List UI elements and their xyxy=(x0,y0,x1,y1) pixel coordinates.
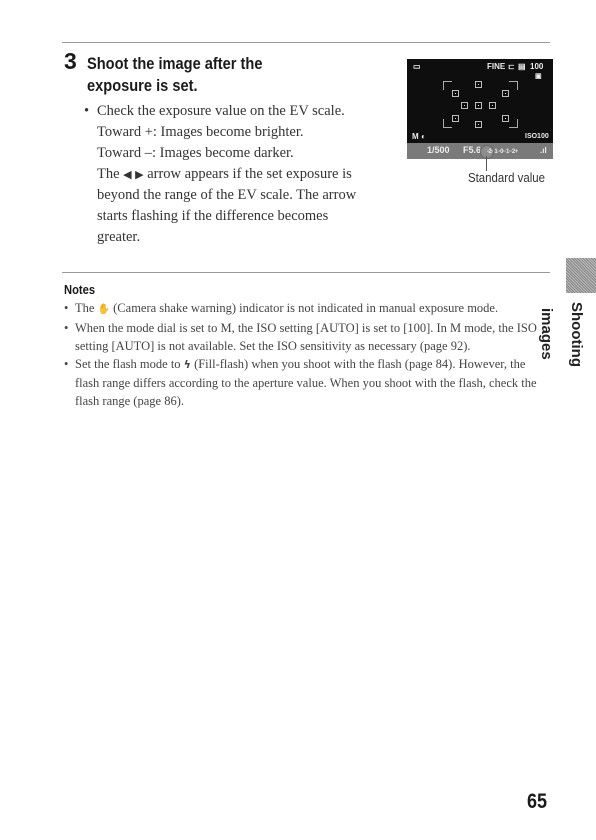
chapter-label: Shooting images xyxy=(538,301,585,367)
arrow-note xyxy=(84,164,374,248)
arrow-note-text: arrow appears if the set exposure is beyond the range of the EV scale. The arrow starts flashing if the difference becomes greater. xyxy=(97,166,357,245)
image-size-icon: ⊏ xyxy=(508,62,515,71)
instructions xyxy=(84,101,374,248)
arrow-note-prefix: The xyxy=(97,166,120,182)
af-point xyxy=(475,102,482,109)
af-point xyxy=(502,90,509,97)
note-text-pre: Set the flash mode to xyxy=(75,357,181,371)
step-title-line1: Shoot the image after the xyxy=(87,54,263,73)
shutter-speed: 1/500 xyxy=(427,145,450,155)
memory-card-icon: ▤ xyxy=(518,62,526,71)
ev-scale-bullet: • Check the exposure value on the EV scale. xyxy=(84,101,374,122)
exposure-mode: M xyxy=(412,132,419,141)
note-item xyxy=(64,299,542,319)
plus-direction: Toward +: Images become brighter. xyxy=(97,124,304,140)
step-title xyxy=(87,53,262,97)
drive-mode-icon: ▣ xyxy=(535,73,542,80)
note-text-pre: The xyxy=(75,301,95,315)
callout-line xyxy=(486,156,487,171)
af-point xyxy=(502,115,509,122)
af-bracket-br xyxy=(509,119,518,128)
steady-shot-icon: ◐ xyxy=(421,132,426,141)
af-bracket-tr xyxy=(509,81,518,90)
quality-label: FINE xyxy=(487,62,506,71)
notes-list xyxy=(64,299,542,410)
af-point xyxy=(461,102,468,109)
camera-lcd-screen xyxy=(407,59,553,159)
ev-scale: -2··1··0··1··2+ xyxy=(487,149,518,155)
top-divider xyxy=(62,42,550,43)
battery-icon: ▭ xyxy=(413,62,421,71)
arrow-glyphs-icon: ◀ ▶ xyxy=(123,168,144,181)
note-text-post: (Fill-flash) when you shoot with the flash (page 84). However, the flash range differs according to the aperture value. When you shoot with the flash, check the flash range (page 86). xyxy=(75,357,537,408)
step-title-line2: exposure is set. xyxy=(87,76,198,95)
signal-icon: .ıl xyxy=(540,146,547,155)
notes-title: Notes xyxy=(64,282,96,297)
page-number: 65 xyxy=(527,790,548,813)
af-point xyxy=(452,90,459,97)
fill-flash-icon: ϟ xyxy=(183,358,191,371)
standard-value-marker xyxy=(480,145,494,159)
af-point xyxy=(475,121,482,128)
note-text-post: (Camera shake warning) indicator is not indicated in manual exposure mode. xyxy=(113,301,499,315)
iso-value: ISO100 xyxy=(525,133,549,140)
note-item xyxy=(64,355,542,410)
standard-value-caption: Standard value xyxy=(468,170,545,185)
af-bracket-bl xyxy=(443,119,452,128)
af-point xyxy=(452,115,459,122)
af-point xyxy=(475,81,482,88)
minus-direction: Toward –: Images become darker. xyxy=(97,145,294,161)
note-item: • When the mode dial is set to M, the ISO setting [AUTO] is set to [100]. In M mode, the ISO setting [AUTO] is not available. Set the ISO sensitivity as necessary (page 92). xyxy=(64,319,542,355)
af-bracket-tl xyxy=(443,81,452,90)
shots-remaining: 100 xyxy=(530,62,544,71)
step-number: 3 xyxy=(64,48,77,74)
af-point xyxy=(489,102,496,109)
aperture-value: F5.6 xyxy=(463,145,482,155)
notes-divider xyxy=(62,272,550,273)
camera-shake-icon: ✋ xyxy=(97,304,111,315)
